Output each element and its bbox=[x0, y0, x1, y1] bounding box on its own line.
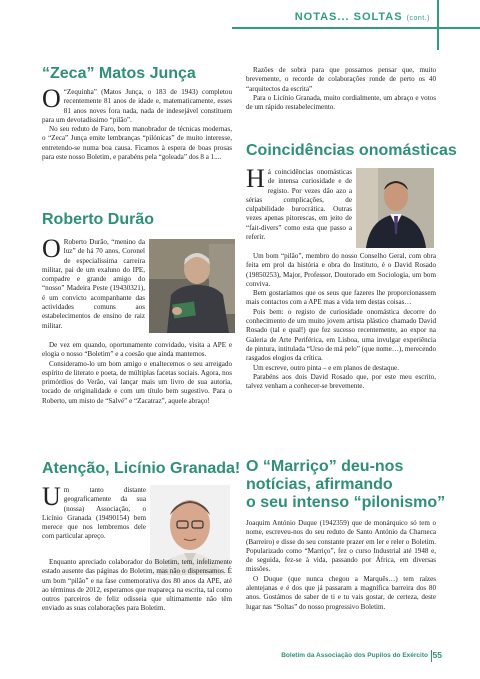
durao-p2: De vez em quando, oportunamente convidado, visita a APE e elogia o nosso “Boletim” e a coesão que ainda mantemos. bbox=[42, 341, 232, 359]
durao-photo-image bbox=[149, 239, 235, 333]
coincid-article bbox=[246, 252, 436, 391]
zeca-title: “Zeca” Matos Junça bbox=[42, 65, 196, 82]
coincid-p2: Um bom “pilão”, membro do nosso Conselho Geral, com obra feita em prol da história e obra do Instituto, é o David Rosado (19850253), Major, Professor, Doutorado em Sociologia, um bom conviva. bbox=[246, 252, 436, 288]
col2-continuation bbox=[246, 66, 436, 112]
durao-article-intro bbox=[42, 234, 145, 331]
marrico-p2: O Duque (que nunca chegou a Marquês…) tem raízes alentejanas e é dos que já passaram a magnífica barreira dos 80 anos. Gostámos de saber de ti e tu vais gostar, de certeza, deste lugar nas “Soltas” do nosso progressivo Boletim. bbox=[246, 574, 436, 611]
section-suffix: (cont.) bbox=[406, 15, 430, 22]
granada-article bbox=[42, 558, 232, 614]
section-header bbox=[295, 11, 430, 23]
zeca-p2: No seu reduto de Faro, bom manobrador de técnicas modernas, o “Zeca” Junça emite lembranças “pilónicas” de muito interesse, entretendo-se numa boa causa. Ficamos à espera de boas prosas para este nosso Boletim, e parabéns pela “goleada” dos 8 a 1.... bbox=[42, 125, 232, 162]
coincid-p1: á coincidências onomásticas de intensa curiosidade e de registo. Por vezes dão azo a sérias complicações, de culpabilidade burocrática. Outras vezes apenas pitorescas, em jeito de “fait-divers” como esta que passo a referir. bbox=[246, 168, 352, 242]
section-title: NOTAS... SOLTAS bbox=[294, 11, 403, 23]
marrico-title-line2: notícias, afirmando bbox=[246, 476, 393, 493]
coincid-dropcap: H bbox=[246, 164, 265, 193]
col2-p1: Razões de sobra para que possamos pensar que, muito brevemente, o recorde de colaborações ronde de perto os 40 “arquitectos da escrita” bbox=[246, 66, 436, 93]
zeca-dropcap: O bbox=[42, 84, 61, 113]
coincid-article-intro bbox=[246, 164, 352, 242]
durao-dropcap: O bbox=[42, 234, 61, 263]
durao-p1: Roberto Durão, “menino da luz” de há 70 anos, Coronel de especialíssima carreira militar, pai de um exaluno do IPE, compadre e grande amigo do “nosso” Madeira Peste (19430321), é um convicto acompanhante das actividades comuns aos estabelecimentos de ensino de raiz militar. bbox=[42, 238, 145, 330]
coincid-p6: Parabéns aos dois David Rosado que, por este meu escrito, talvez venham a conhecer-se brevemente. bbox=[246, 372, 436, 391]
granada-title: Atenção, Licínio Granada! bbox=[42, 460, 241, 477]
granada-dropcap: U bbox=[42, 482, 61, 511]
durao-photo bbox=[149, 239, 235, 333]
marrico-article bbox=[246, 519, 436, 612]
rosado-photo-image bbox=[356, 168, 434, 248]
durao-title: Roberto Durão bbox=[42, 211, 154, 228]
durao-article bbox=[42, 341, 232, 406]
zeca-p1: “Zequinha” (Matos Junça, o 183 de 1943) completou recentemente 81 anos de idade e, matematicamente, esses 81 anos noves fora nada, nada de indesejável constituem para um devotadíssimo “pilão”. bbox=[42, 88, 232, 124]
marrico-title-line1: O “Marriço” deu-nos bbox=[246, 458, 404, 475]
granada-p1: m tanto distante geograficamente da sua (nossa) Associação, o Licínio Granada (19490154) bem merece que nos lembremos dele com particular apreço. bbox=[42, 486, 146, 541]
granada-p2: Enquanto apreciado colaborador do Boletim, tem, infelizmente estado ausente das páginas do Boletim, mas não o dispensamos. É um bom “pilão” e na fase comemorativa dos 80 anos da APE, até ao términus de 2012, esperamos que reapareça na escrita, tal como outros parceiros de feliz odisseia que ultimamente não têm enviado as suas colaborações para Boletim. bbox=[42, 558, 232, 613]
marrico-p1: Joaquim António Duque (1942359) que de monárquico só tem o nome, escreveu-nos do seu reduto de Santo António da Charneca (Barreiro) e disse do seu constante prazer em ler e reler o Boletim. Popularizado como “Marriço”, fez o curso Industrial até 1948 e, de seguida, fez-se à vida, passando por África, em diversas missões. bbox=[246, 519, 436, 574]
col2-p2: Para o Licínio Granada, muito cordialmente, um abraço e votos de um rápido restabelecimento. bbox=[246, 93, 436, 112]
durao-p3: Consideramo-lo um bom amigo e enaltecemos o seu arreigado espírito de literato e poeta, de múltiplas facetas sociais. Agora, nos primórdios do Verão, vai lançar mais um livro de sua autoria, tocado de originalidade e com um título bem sugestivo. Para o Roberto, um misto de “Salvé” e “Zacatraz”, aquele abraço! bbox=[42, 359, 232, 405]
marrico-title bbox=[246, 458, 446, 512]
coincid-p4: Pois bem: o registo de curiosidade onomástica decorre do conhecimento de um muito jovem artista plástico chamado David Rosado (tal e qual!) que fez sucesso recentemente, ao expor na Galeria de Arte Periférica, em Lisboa, uma invulgar experiência de pintura, intitulada “Urso de má pelo” (que nome…), merecendo rasgados elogios da crítica. bbox=[246, 307, 436, 363]
header-rule bbox=[232, 27, 480, 29]
page-number: 55 bbox=[432, 650, 442, 660]
coincid-p5: Um escreve, outro pinta – e em planos de destaque. bbox=[253, 363, 399, 372]
marrico-title-line3: o seu intenso “pilonismo” bbox=[246, 494, 446, 511]
granada-article-intro bbox=[42, 482, 146, 542]
coincid-title: Coincidências onomásticas bbox=[246, 142, 457, 159]
footer-publication: Boletim da Associação dos Pupilos do Exército bbox=[281, 652, 428, 659]
rosado-photo bbox=[356, 168, 434, 248]
zeca-article bbox=[42, 84, 232, 162]
header-vertical-rule bbox=[437, 0, 439, 50]
coincid-p3: Bem gostaríamos que os seus que fazeres lhe proporcionassem mais contactos com a APE mas a vida tem destas coisas… bbox=[246, 289, 436, 307]
